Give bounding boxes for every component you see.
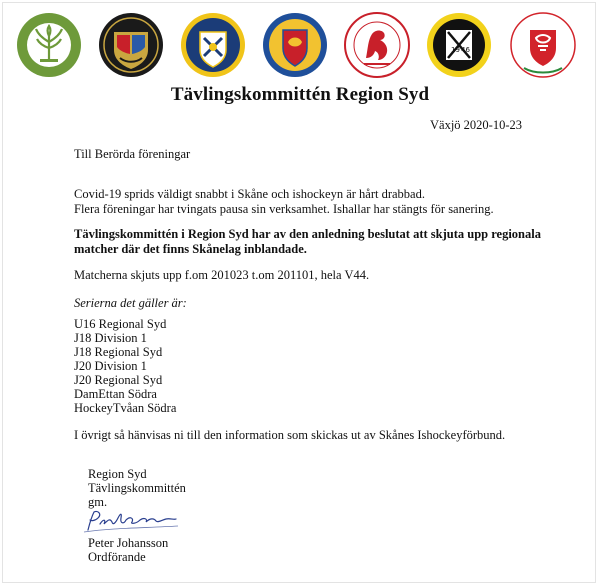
recipient-line: Till Berörda föreningar — [74, 147, 191, 161]
hallands-ishockeyforbund-logo — [262, 12, 328, 78]
page-title: Tävlingskommittén Region Syd — [170, 84, 430, 105]
sender-line-3: gm. — [88, 495, 108, 509]
series-item: J18 Regional Syd — [74, 345, 163, 359]
postponement-notice: Matcherna skjuts upp f.om 201023 t.om 201101, hela V44. — [74, 268, 370, 282]
svg-text:19: 19 — [451, 46, 460, 54]
signer-title: Ordförande — [88, 550, 146, 564]
series-item: J20 Division 1 — [74, 359, 147, 373]
decision-line-1: Tävlingskommittén i Region Syd har av den anledning beslutat att skjuta upp regionala — [74, 227, 541, 241]
ostergotlands-ishockeyforbund-logo — [510, 12, 576, 78]
sender-line-1: Region Syd — [88, 467, 147, 481]
series-item: J20 Regional Syd — [74, 373, 163, 387]
vastergotlands-ishockeyforbund-logo — [426, 12, 492, 78]
handwritten-signature — [82, 508, 182, 534]
decision-line-2: matcher där det finns Skånelag inblandade. — [74, 242, 307, 256]
series-item: J18 Division 1 — [74, 331, 147, 345]
series-heading: Serierna det gäller är: — [74, 296, 187, 310]
sender-line-2: Tävlingskommittén — [88, 481, 186, 495]
goteborgs-ishockeyforbund-logo — [180, 12, 246, 78]
signer-name: Peter Johansson — [88, 536, 169, 550]
intro-line-1: Covid-19 sprids väldigt snabbt i Skåne och ishockeyn är hårt drabbad. — [74, 187, 425, 201]
logo-row — [14, 12, 589, 84]
intro-line-2: Flera föreningar har tvingats pausa sin verksamhet. Ishallar har stängts för sanering. — [74, 202, 494, 216]
series-item: HockeyTvåan Södra — [74, 401, 177, 415]
series-item: U16 Regional Syd — [74, 317, 167, 331]
smalands-ishockeyforbund-logo — [344, 12, 410, 78]
dal-bohuslan-ishockey-logo — [98, 12, 164, 78]
series-item: DamEttan Södra — [74, 387, 157, 401]
svg-text:46: 46 — [461, 46, 470, 54]
letter-date: Växjö 2020-10-23 — [430, 118, 522, 132]
blekinge-ishockeyforbund-logo — [16, 12, 82, 78]
referral-line: I övrigt så hänvisas ni till den information som skickas ut av Skånes Ishockeyförbund. — [74, 428, 506, 442]
